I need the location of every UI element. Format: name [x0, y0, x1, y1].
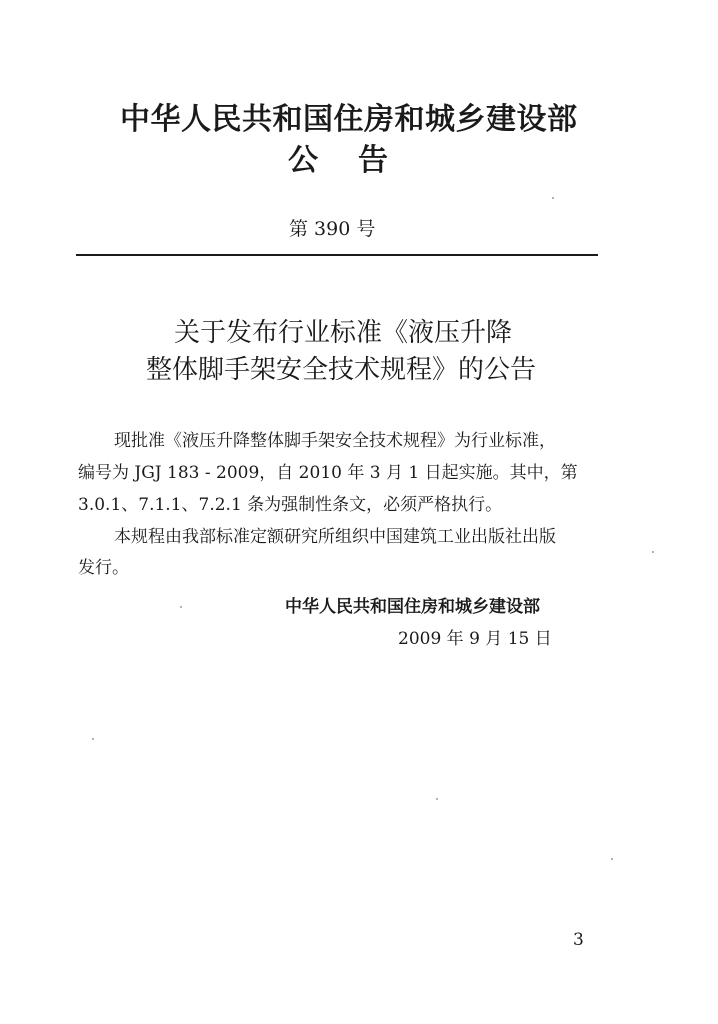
issue-date: 2009 年 9 月 15 日 [398, 629, 552, 649]
body-line-2: 编号为 JGJ 183 - 2009，自 2010 年 3 月 1 日起实施。其中，第 [78, 463, 578, 483]
body-line-3: 3.0.1、7.1.1、7.2.1 条为强制性条文，必须严格执行。 [78, 495, 503, 515]
issuer-signature: 中华人民共和国住房和城乡建设部 [285, 597, 540, 617]
page-number: 3 [573, 930, 584, 950]
body-line-4: 本规程由我部标准定额研究所组织中国建筑工业出版社出版 [114, 527, 556, 547]
scan-speck [652, 551, 654, 553]
title-line-2: 整体脚手架安全技术规程》的公告 [146, 355, 537, 385]
scan-speck [180, 606, 182, 608]
announcement-label: 公告 [288, 143, 428, 178]
header-divider [76, 254, 598, 256]
ministry-heading: 中华人民共和国住房和城乡建设部 [120, 102, 578, 137]
body-line-5: 发行。 [78, 558, 129, 578]
scan-speck [611, 858, 613, 860]
announcement-number: 第 390 号 [289, 218, 376, 240]
scan-speck [436, 798, 438, 800]
scan-speck [552, 197, 554, 199]
title-line-1: 关于发布行业标准《液压升降 [174, 318, 513, 348]
body-line-1: 现批准《液压升降整体脚手架安全技术规程》为行业标准， [114, 431, 556, 451]
scan-speck [92, 738, 94, 740]
